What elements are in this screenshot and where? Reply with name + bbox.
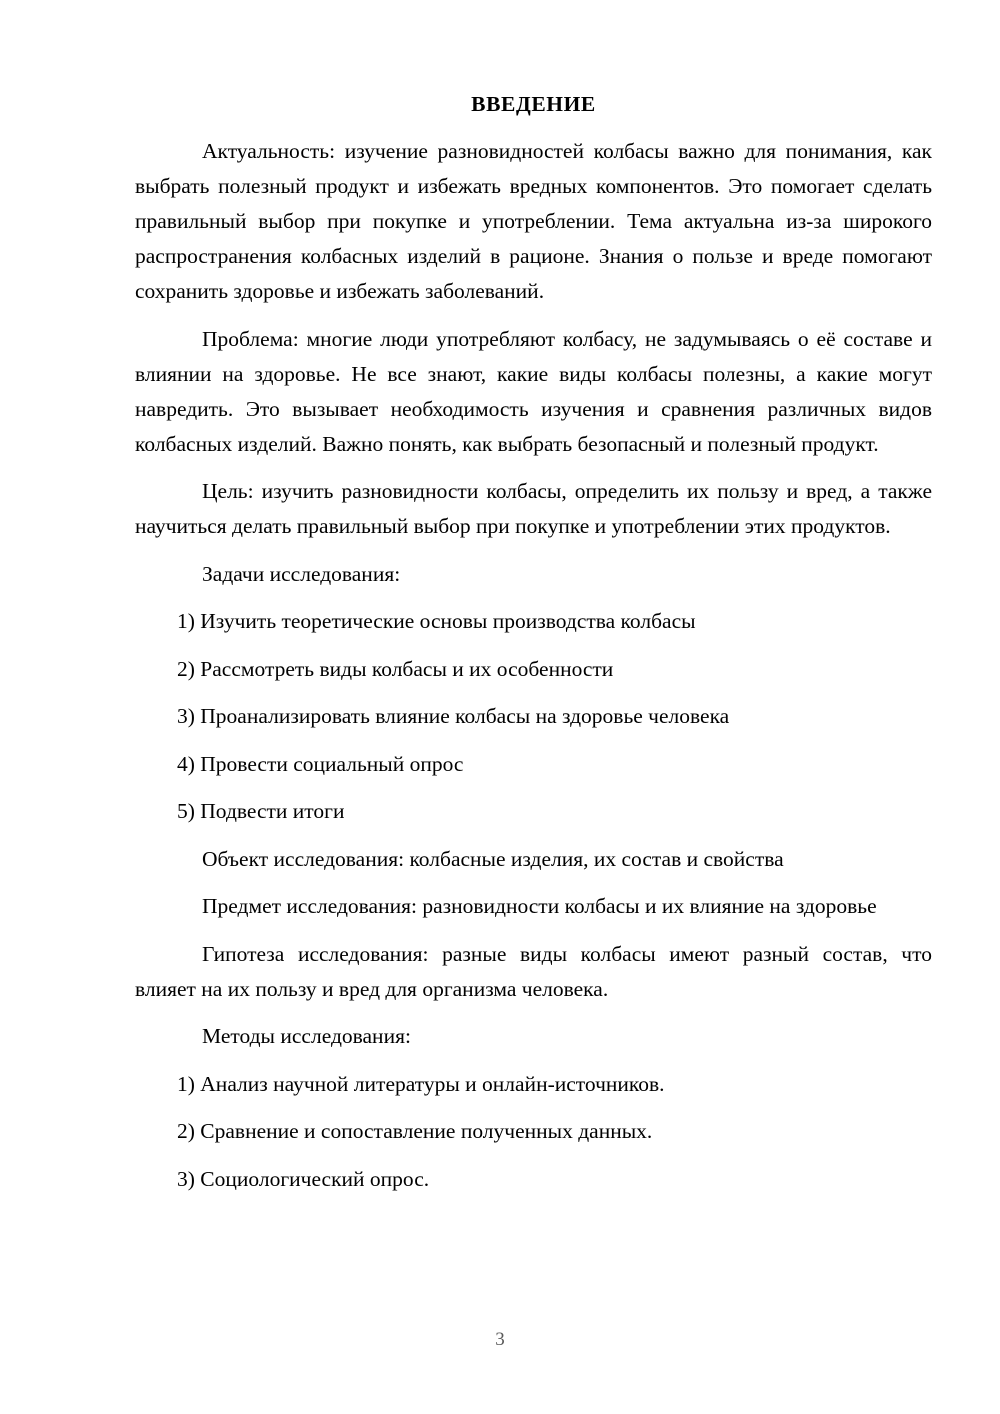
list-item-task-5: 5) Подвести итоги <box>177 799 345 824</box>
list-item-task-2: 2) Рассмотреть виды колбасы и их особенности <box>177 656 614 681</box>
heading-tasks: Задачи исследования: <box>202 561 401 586</box>
heading-object: Объект исследования: колбасные изделия, их состав и свойства <box>202 846 784 871</box>
paragraph-subject: Предмет исследования: разновидности колбасы и их влияние на здоровье <box>202 894 877 919</box>
list-item-task-1: 1) Изучить теоретические основы производства колбасы <box>177 609 696 634</box>
page-title: ВВЕДЕНИЕ <box>471 92 596 116</box>
paragraph-goal: Цель: изучить разновидности колбасы, определить их пользу и вред, а также научиться делать правильный выбор при покупке и употреблении этих продуктов. <box>135 479 932 539</box>
heading-methods: Методы исследования: <box>202 1024 411 1049</box>
list-item-method-3: 3) Социологический опрос. <box>177 1166 430 1191</box>
paragraph-relevance: Актуальность: изучение разновидностей колбасы важно для понимания, как выбрать полезный продукт и избежать вредных компонентов. Это помогает сделать правильный выбор при покупке и употреблении. Тема актуальна из-за широкого распространения колбасных изделий в рационе. Знания о пользе и вреде помогают сохранить здоровье и избежать заболеваний. <box>135 139 932 304</box>
list-item-method-2: 2) Сравнение и сопоставление полученных данных. <box>177 1119 653 1144</box>
page-number: 3 <box>495 1329 505 1350</box>
list-item-task-4: 4) Провести социальный опрос <box>177 751 464 776</box>
list-item-task-3: 3) Проанализировать влияние колбасы на здоровье человека <box>177 704 730 729</box>
document-body <box>135 88 932 1209</box>
list-item-method-1: 1) Анализ научной литературы и онлайн-источников. <box>177 1071 665 1096</box>
paragraph-hypothesis: Гипотеза исследования: разные виды колбасы имеют разный состав, что влияет на их пользу и вред для организма человека. <box>135 941 932 1001</box>
paragraph-problem: Проблема: многие люди употребляют колбасу, не задумываясь о её составе и влиянии на здоровье. Не все знают, какие виды колбасы полезны, а какие могут навредить. Это вызывает необходимость изучения и сравнения различных видов колбасных изделий. Важно понять, как выбрать безопасный и полезный продукт. <box>135 326 932 456</box>
